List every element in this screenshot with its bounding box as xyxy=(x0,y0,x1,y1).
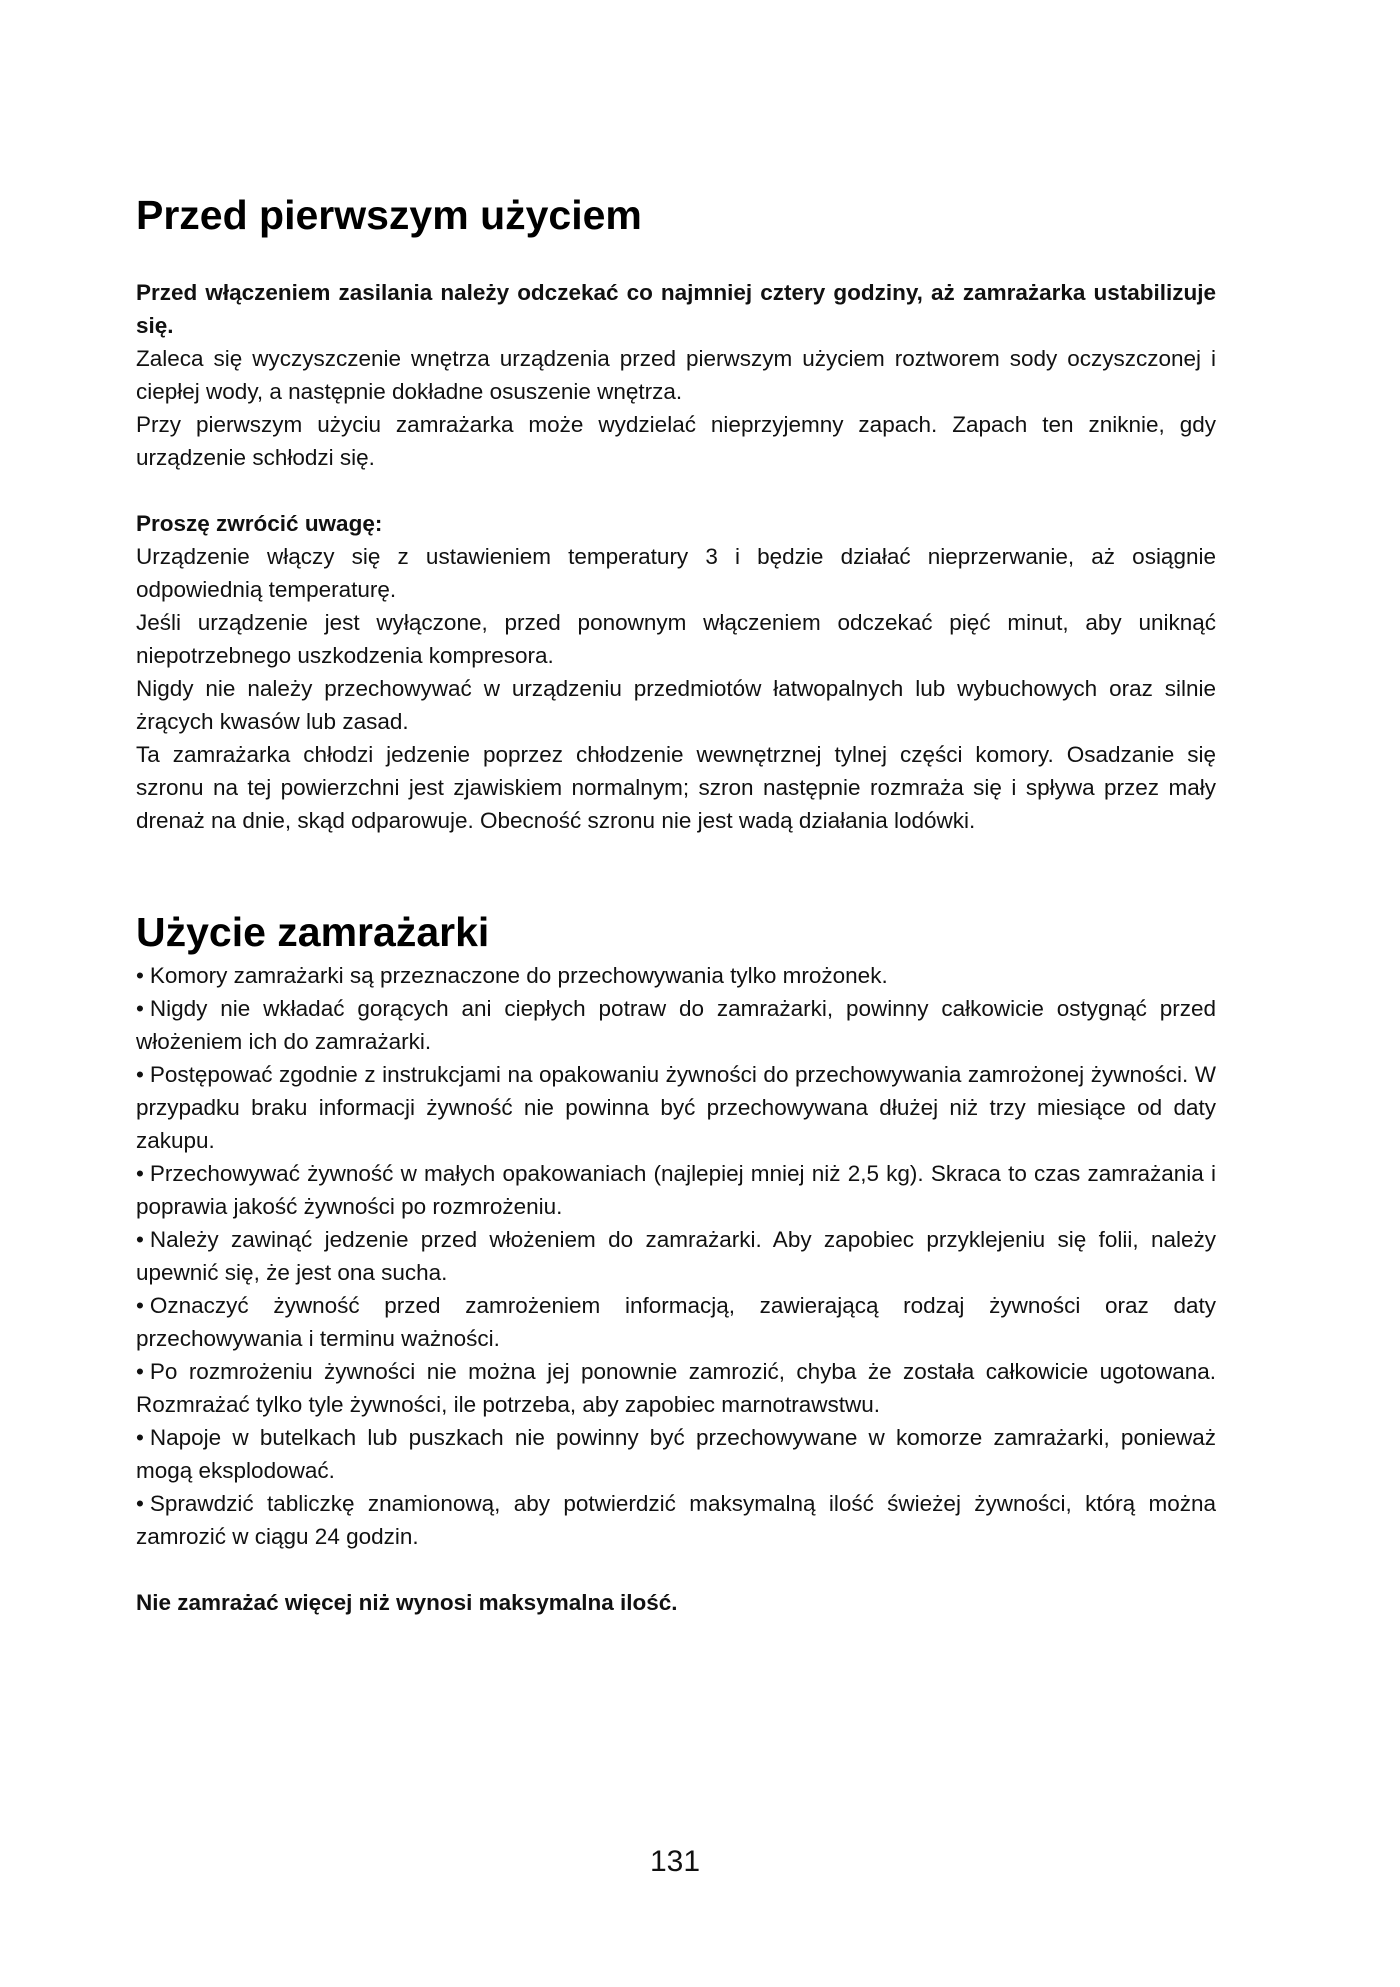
bullet-icon: • xyxy=(136,1161,144,1186)
list-item xyxy=(136,1058,1216,1157)
note-paragraph: Urządzenie włączy się z ustawieniem temperatury 3 i będzie działać nieprzerwanie, aż osiągnie odpowiednią temperaturę. xyxy=(136,544,1216,602)
bullet-icon: • xyxy=(136,963,144,988)
section-freezer-use xyxy=(136,907,1216,1619)
list-item xyxy=(136,1355,1216,1421)
note-paragraph: Ta zamrażarka chłodzi jedzenie poprzez chłodzenie wewnętrznej tylnej części komory. Osadzanie się szronu na tej powierzchni jest zjawiskiem normalnym; szron następnie rozmraża się i spływa przez mały drenaż na dnie, skąd odparowuje. Obecność szronu nie jest wadą działania lodówki. xyxy=(136,742,1216,833)
paragraph: Przy pierwszym użyciu zamrażarka może wydzielać nieprzyjemny zapach. Zapach ten zniknie, gdy urządzenie schłodzi się. xyxy=(136,412,1216,470)
note-paragraph: Nigdy nie należy przechowywać w urządzeniu przedmiotów łatwopalnych lub wybuchowych oraz silnie żrących kwasów lub zasad. xyxy=(136,676,1216,734)
list-item xyxy=(136,1421,1216,1487)
section-title: Przed pierwszym użyciem xyxy=(136,192,642,238)
list-item-text: Napoje w butelkach lub puszkach nie powinny być przechowywane w komorze zamrażarki, ponieważ mogą eksplodować. xyxy=(136,1425,1216,1483)
list-item xyxy=(136,1157,1216,1223)
bullet-icon: • xyxy=(136,1425,144,1450)
list-item-text: Komory zamrażarki są przeznaczone do przechowywania tylko mrożonek. xyxy=(149,963,888,988)
spacer xyxy=(136,474,1216,507)
bullet-list xyxy=(136,959,1216,1553)
list-item-text: Postępować zgodnie z instrukcjami na opakowaniu żywności do przechowywania zamrożonej żywności. W przypadku braku informacji żywność nie powinna być przechowywana dłużej niż trzy miesiące od daty zakupu. xyxy=(136,1062,1216,1153)
list-item xyxy=(136,1223,1216,1289)
note-paragraph: Jeśli urządzenie jest wyłączone, przed ponownym włączeniem odczekać pięć minut, aby uniknąć niepotrzebnego uszkodzenia kompresora. xyxy=(136,610,1216,668)
final-warning: Nie zamrażać więcej niż wynosi maksymalna ilość. xyxy=(136,1590,678,1615)
bullet-icon: • xyxy=(136,1227,144,1252)
list-item-text: Przechowywać żywność w małych opakowaniach (najlepiej mniej niż 2,5 kg). Skraca to czas zamrażania i poprawia jakość żywności po rozmrożeniu. xyxy=(136,1161,1216,1219)
list-item-text: Sprawdzić tabliczkę znamionową, aby potwierdzić maksymalną ilość świeżej żywności, którą można zamrozić w ciągu 24 godzin. xyxy=(136,1491,1216,1549)
bullet-icon: • xyxy=(136,1491,144,1516)
list-item-text: Po rozmrożeniu żywności nie można jej ponownie zamrozić, chyba że została całkowicie ugotowana. Rozmrażać tylko tyle żywności, ile potrzeba, aby zapobiec marnotrawstwu. xyxy=(136,1359,1216,1417)
bullet-icon: • xyxy=(136,996,144,1021)
note-title: Proszę zwrócić uwagę: xyxy=(136,511,383,536)
list-item-text: Oznaczyć żywność przed zamrożeniem informacją, zawierającą rodzaj żywności oraz daty przechowywania i terminu ważności. xyxy=(136,1293,1216,1351)
list-item-text: Należy zawinąć jedzenie przed włożeniem do zamrażarki. Aby zapobiec przyklejeniu się folii, należy upewnić się, że jest ona sucha. xyxy=(136,1227,1216,1285)
intro-warning: Przed włączeniem zasilania należy odczekać co najmniej cztery godziny, aż zamrażarka ustabilizuje się. xyxy=(136,280,1216,338)
document-page xyxy=(136,190,1216,1619)
list-item xyxy=(136,1487,1216,1553)
section-title: Użycie zamrażarki xyxy=(136,909,490,955)
list-item-text: Nigdy nie wkładać gorących ani ciepłych potraw do zamrażarki, powinny całkowicie ostygnąć przed włożeniem ich do zamrażarki. xyxy=(136,996,1216,1054)
list-item xyxy=(136,992,1216,1058)
section-before-first-use xyxy=(136,190,1216,837)
bullet-icon: • xyxy=(136,1293,144,1318)
bullet-icon: • xyxy=(136,1359,144,1384)
bullet-icon: • xyxy=(136,1062,144,1087)
list-item xyxy=(136,959,1216,992)
list-item xyxy=(136,1289,1216,1355)
page-number: 131 xyxy=(649,1845,701,1878)
paragraph: Zaleca się wyczyszczenie wnętrza urządzenia przed pierwszym użyciem roztworem sody oczyszczonej i ciepłej wody, a następnie dokładne osuszenie wnętrza. xyxy=(136,346,1216,404)
